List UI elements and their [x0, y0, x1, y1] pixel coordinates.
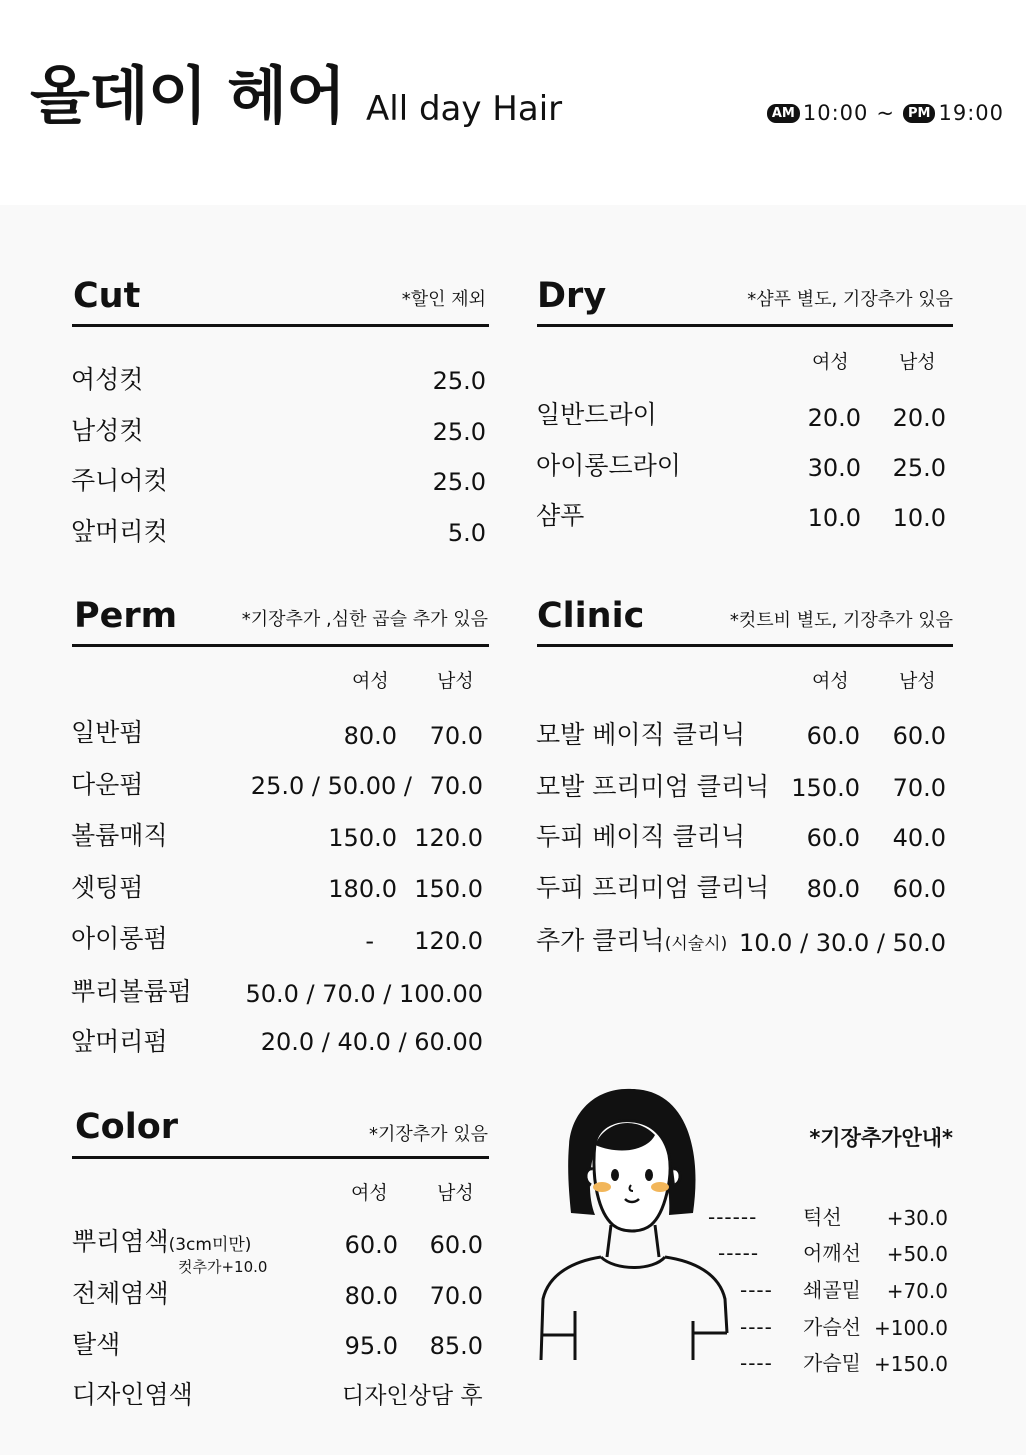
- clinic-col-male: 남성: [899, 670, 936, 692]
- perm-divider: [72, 644, 489, 647]
- perm-item-male: 120.0: [414, 824, 483, 852]
- perm-item-female: 25.0 / 50.00 /: [250, 772, 412, 800]
- clinic-item-female: 60.0: [806, 722, 860, 750]
- color-item-female: 80.0: [344, 1282, 398, 1310]
- time-separator: ~: [876, 101, 895, 125]
- length-dashes: ------: [708, 1205, 758, 1229]
- length-dashes: ----: [740, 1351, 773, 1375]
- cut-title: Cut: [73, 276, 141, 316]
- dry-item-male: 20.0: [892, 404, 946, 432]
- dry-item-name: 샴푸: [536, 501, 585, 530]
- color-item-extra: 컷추가+10.0: [178, 1258, 268, 1276]
- cut-divider: [72, 324, 489, 327]
- length-dashes: ----: [740, 1315, 773, 1339]
- dry-col-male: 남성: [899, 351, 936, 373]
- perm-item-female: 180.0: [328, 875, 397, 903]
- clinic-item-name-wrap: [536, 926, 727, 959]
- cut-item-price: 25.0: [432, 468, 486, 496]
- cut-item-name: 주니어컷: [71, 466, 168, 495]
- dry-divider: [537, 324, 953, 327]
- clinic-item-name: 모발 프리미엄 클리닉: [536, 772, 770, 801]
- color-item-name: 디자인염색: [72, 1380, 193, 1409]
- length-price: +150.0: [873, 1352, 948, 1376]
- woman-illustration: [535, 1085, 735, 1365]
- cut-item-name: 여성컷: [71, 365, 144, 394]
- clinic-item-male: 60.0: [892, 875, 946, 903]
- cut-item-price: 5.0: [447, 519, 486, 547]
- perm-item-combined: 20.0 / 40.0 / 60.00: [260, 1028, 483, 1056]
- clinic-col-female: 여성: [812, 670, 849, 692]
- perm-item-name: 앞머리펌: [71, 1027, 168, 1056]
- dry-item-name: 일반드라이: [536, 400, 657, 429]
- perm-title: Perm: [74, 596, 178, 636]
- cut-item-price: 25.0: [432, 418, 486, 446]
- length-guide-title: *기장추가안내*: [809, 1126, 953, 1150]
- dry-item-male: 10.0: [892, 504, 946, 532]
- perm-item-name: 셋팅펌: [71, 873, 144, 902]
- clinic-item-combined: 10.0 / 30.0 / 50.0: [739, 929, 946, 957]
- dry-item-male: 25.0: [892, 454, 946, 482]
- perm-item-male: 70.0: [429, 772, 483, 800]
- length-price: +30.0: [886, 1206, 948, 1230]
- color-item-combined: 디자인상담 후: [342, 1383, 483, 1409]
- clinic-item-name: 두피 프리미엄 클리닉: [536, 873, 770, 902]
- perm-item-combined: 50.0 / 70.0 / 100.00: [245, 980, 483, 1008]
- color-item-female: 95.0: [344, 1332, 398, 1360]
- color-item-male: 70.0: [429, 1282, 483, 1310]
- color-item-name: 탈색: [72, 1330, 121, 1359]
- dry-title: Dry: [537, 276, 607, 316]
- brand-name-en: All day Hair: [366, 89, 563, 129]
- color-item-name: 전체염색: [72, 1279, 169, 1308]
- clinic-item-suffix: (시술시): [664, 934, 728, 954]
- cut-item-name: 남성컷: [71, 416, 144, 445]
- color-item-name: 뿌리염색: [72, 1227, 169, 1256]
- length-label: 가슴선: [803, 1315, 861, 1339]
- color-col-male: 남성: [437, 1182, 474, 1204]
- business-hours: [767, 100, 1004, 126]
- length-dashes: ----: [740, 1278, 773, 1302]
- perm-item-female: 150.0: [328, 824, 397, 852]
- cut-note: *할인 제외: [401, 289, 486, 310]
- color-item-male: 60.0: [429, 1231, 483, 1259]
- dry-item-name: 아이롱드라이: [536, 451, 681, 480]
- cut-item-price: 25.0: [432, 367, 486, 395]
- length-label: 턱선: [803, 1205, 842, 1229]
- dry-note: *샴푸 별도, 기장추가 있음: [747, 289, 953, 310]
- color-note: *기장추가 있음: [368, 1124, 488, 1145]
- perm-note: *기장추가 ,심한 곱슬 추가 있음: [241, 609, 488, 630]
- perm-item-name: 뿌리볼륨펌: [71, 977, 192, 1006]
- perm-item-name: 다운펌: [71, 770, 144, 799]
- length-price: +100.0: [873, 1316, 948, 1340]
- color-item-male: 85.0: [429, 1332, 483, 1360]
- clinic-divider: [537, 644, 953, 647]
- clinic-item-female: 60.0: [806, 824, 860, 852]
- pm-badge: PM: [903, 104, 935, 123]
- clinic-note: *컷트비 별도, 기장추가 있음: [729, 610, 953, 631]
- perm-item-female: 80.0: [343, 722, 397, 750]
- clinic-item-female: 150.0: [791, 774, 860, 802]
- clinic-item-male: 70.0: [892, 774, 946, 802]
- perm-item-name: 일반펌: [71, 718, 144, 747]
- cut-item-name: 앞머리컷: [71, 517, 168, 546]
- clinic-item-name: 모발 베이직 클리닉: [536, 720, 746, 749]
- length-label: 쇄골밑: [803, 1278, 861, 1302]
- color-item-name-wrap: [72, 1227, 251, 1260]
- perm-col-male: 남성: [437, 670, 474, 692]
- color-item-suffix: (3cm미만): [168, 1235, 252, 1255]
- open-time: 10:00: [802, 101, 869, 125]
- color-col-female: 여성: [351, 1182, 388, 1204]
- perm-item-male: 150.0: [414, 875, 483, 903]
- length-label: 가슴밑: [803, 1351, 861, 1375]
- brand-name-ko: 올데이 헤어: [30, 59, 346, 132]
- am-badge: AM: [767, 104, 800, 123]
- length-price: +70.0: [886, 1279, 948, 1303]
- perm-item-name: 볼륨매직: [71, 821, 168, 850]
- close-time: 19:00: [938, 101, 1004, 125]
- dry-item-female: 20.0: [807, 404, 861, 432]
- perm-item-name: 아이롱펌: [71, 924, 168, 953]
- clinic-item-male: 60.0: [892, 722, 946, 750]
- clinic-item-name: 추가 클리닉: [536, 926, 665, 955]
- color-divider: [72, 1156, 489, 1159]
- perm-item-male: 70.0: [429, 722, 483, 750]
- perm-item-male: 120.0: [414, 927, 483, 955]
- dry-item-female: 30.0: [807, 454, 861, 482]
- dry-item-female: 10.0: [807, 504, 861, 532]
- clinic-item-male: 40.0: [892, 824, 946, 852]
- clinic-item-female: 80.0: [806, 875, 860, 903]
- length-price: +50.0: [886, 1242, 948, 1266]
- clinic-item-name: 두피 베이직 클리닉: [536, 822, 746, 851]
- length-dashes: -----: [718, 1241, 760, 1265]
- perm-col-female: 여성: [352, 670, 389, 692]
- perm-item-female: -: [365, 927, 374, 955]
- length-label: 어깨선: [803, 1241, 861, 1265]
- color-title: Color: [75, 1107, 179, 1147]
- dry-col-female: 여성: [812, 351, 849, 373]
- clinic-title: Clinic: [537, 596, 645, 636]
- color-item-female: 60.0: [344, 1231, 398, 1259]
